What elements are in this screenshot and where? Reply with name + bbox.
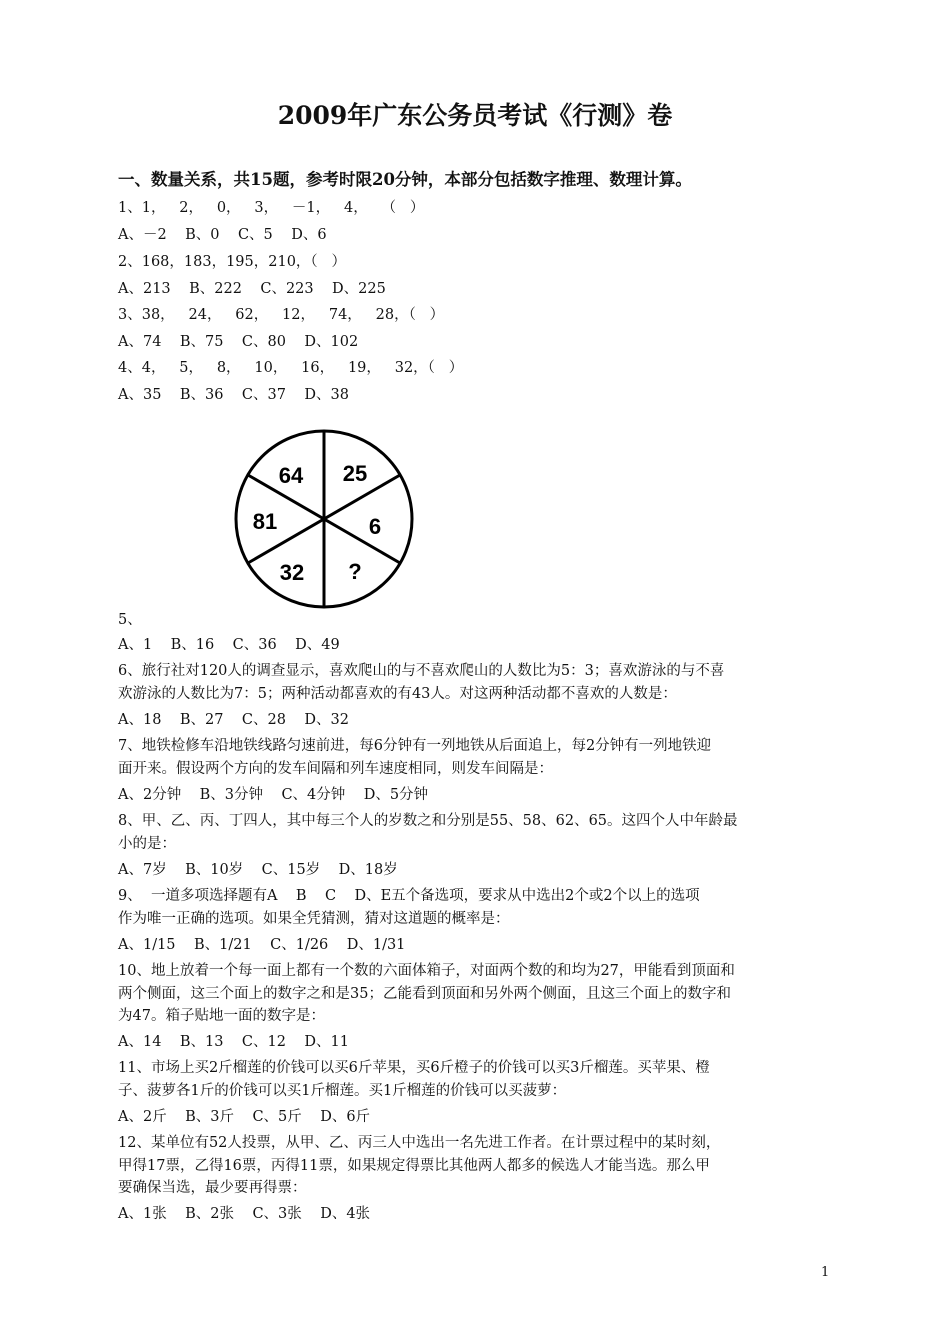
segment-bottom-left: 32 [279,560,305,585]
segment-bottom-right: ? [348,559,362,584]
q9-stem-2: 作为唯一正确的选项。如果全凭猜测，猜对这道题的概率是： [118,911,510,927]
section-heading: 一、数量关系，共15题，参考时限20分钟，本部分包括数字推理、数理计算。 [118,170,692,189]
segment-top-right: 25 [342,461,368,486]
q7-stem-1: 7、地铁检修车沿地铁线路匀速前进，每6分钟有一列地铁从后面追上，每2分钟有一列地铁迎 [118,738,712,754]
q8-options: A、7岁 B、10岁 C、15岁 D、18岁 [118,862,398,878]
q10-options: A、14 B、13 C、12 D、11 [118,1034,349,1050]
q2-stem: 2、168，183，195，210，（ ） [118,254,347,270]
q10-stem-1: 10、地上放着一个每一面上都有一个数的六面体箱子，对面两个数的和均为27，甲能看到顶面和 [118,963,735,979]
q6-stem-1: 6、旅行社对120人的调查显示，喜欢爬山的与不喜欢爬山的人数比为5：3；喜欢游泳的与不喜 [118,663,725,679]
segment-right: 6 [368,514,382,539]
page-number: 1 [821,1265,830,1280]
q5-stem: 5、 [118,612,142,628]
q12-options: A、1张 B、2张 C、3张 D、4张 [118,1206,371,1222]
q3-options: A、74 B、75 C、80 D、102 [118,334,359,350]
q1-options: A、－2 B、0 C、5 D、6 [118,227,327,243]
q8-stem-1: 8、甲、乙、丙、丁四人，其中每三个人的岁数之和分别是55、58、62、65。这四个人中年龄最 [118,813,738,829]
q10-stem-2: 两个侧面，这三个面上的数字之和是35；乙能看到顶面和另外两个侧面，且这三个面上的数字和 [118,986,731,1002]
q3-stem: 3、38， 24， 62， 12， 74， 28，（ ） [118,307,445,323]
q9-stem-1: 9、 一道多项选择题有A B C D、E五个备选项，要求从中选出2个或2个以上的选项 [118,888,700,904]
page-title: 2009年广东公务员考试《行测》卷 [277,101,673,130]
q4-stem: 4、4， 5， 8， 10， 16， 19， 32，（ ） [118,360,464,376]
q6-options: A、18 B、27 C、28 D、32 [118,712,349,728]
segment-top-left: 64 [278,463,304,488]
q12-stem-3: 要确保当选，最少要再得票： [118,1180,307,1196]
q5-circle-figure [234,425,414,613]
q7-stem-2: 面开来。假设两个方向的发车间隔和列车速度相同，则发车间隔是： [118,761,553,777]
q10-stem-3: 为47。箱子贴地一面的数字是： [118,1008,325,1024]
segment-left: 81 [252,509,278,534]
q6-stem-2: 欢游泳的人数比为7：5；两种活动都喜欢的有43人。对这两种活动都不喜欢的人数是： [118,686,677,702]
q12-stem-2: 甲得17票，乙得16票，丙得11票，如果规定得票比其他两人都多的候选人才能当选。那么甲 [118,1158,710,1174]
q2-options: A、213 B、222 C、223 D、225 [118,281,386,297]
q11-options: A、2斤 B、3斤 C、5斤 D、6斤 [118,1109,371,1125]
q5-options: A、1 B、16 C、36 D、49 [118,637,340,653]
q7-options: A、2分钟 B、3分钟 C、4分钟 D、5分钟 [118,787,429,803]
q9-options: A、1/15 B、1/21 C、1/26 D、1/31 [118,937,406,953]
q11-stem-1: 11、市场上买2斤榴莲的价钱可以买6斤苹果，买6斤橙子的价钱可以买3斤榴莲。买苹果、橙 [118,1060,710,1076]
q1-stem: 1、1， 2， 0， 3， －1， 4， （ ） [118,200,425,216]
q4-options: A、35 B、36 C、37 D、38 [118,387,349,403]
q12-stem-1: 12、某单位有52人投票，从甲、乙、丙三人中选出一名先进工作者。在计票过程中的某时刻， [118,1135,721,1151]
q11-stem-2: 子、菠萝各1斤的价钱可以买1斤榴莲。买1斤榴莲的价钱可以买菠萝： [118,1083,567,1099]
q8-stem-2: 小的是： [118,836,176,852]
